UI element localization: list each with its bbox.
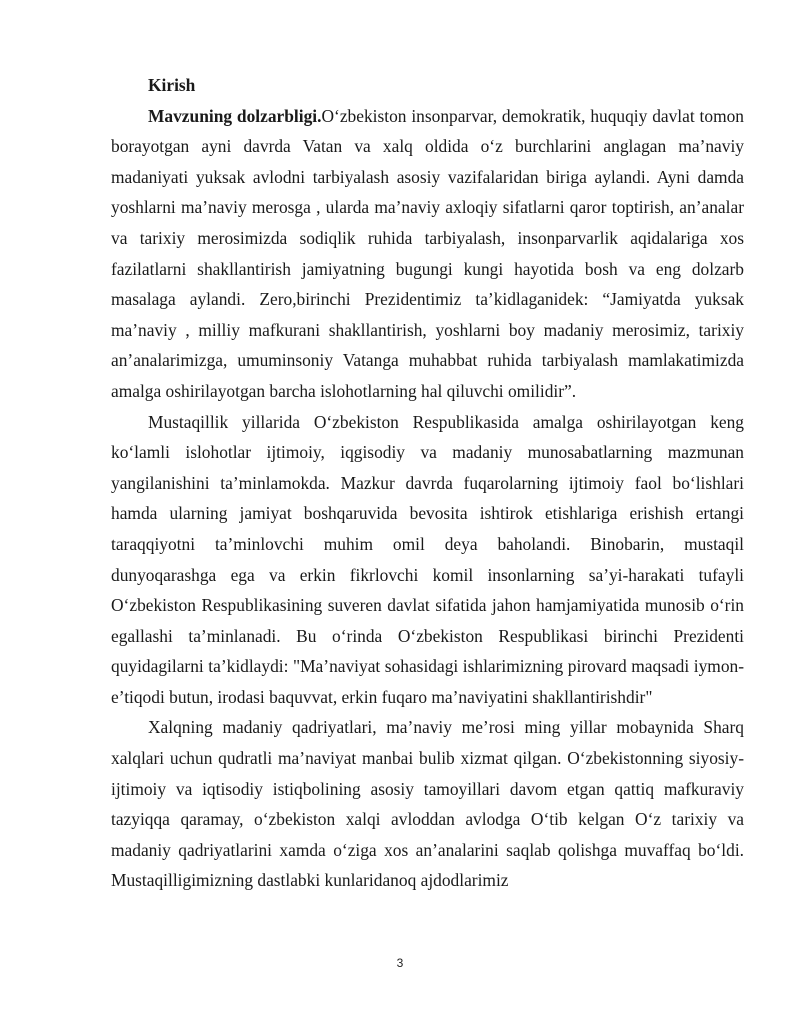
paragraph-relevance [111,101,744,407]
paragraph-values [111,712,744,896]
page-body [111,70,744,896]
paragraph-text: Mustaqillik yillarida O‘zbekiston Respublikasida amalga oshirilayotgan keng ko‘lamli islohotlar ijtimoiy, iqgisodiy va madaniy munosabatlarning mazmunan yangilanishini ta’minlamokda. Mazkur davrda fuqarolarning ijtimoiy faol bo‘lishlari hamda ularning jamiyat boshqaruvida bevosita ishtirok etishlariga erishish ertangi taraqqiyotni ta’minlovchi muhim omil deya baholandi. Binobarin, mustaqil dunyoqarashga ega va erkin fikrlovchi komil insonlarning sa’yi-harakati tufayli O‘zbekiston Respublikasining suveren davlat sifatida jahon hamjamiyatida munosib o‘rin egallashi ta’minlanadi. Bu o‘rinda O‘zbekiston Respublikasi birinchi Prezidenti quyidagilarni ta’kidlaydi: "Ma’naviyat sohasidagi ishlarimizning pirovard maqsadi iymon- e’tiqodi butun, irodasi baquvvat, erkin fuqaro ma’naviyatini shakllantirishdir" [111,411,744,707]
paragraph-independence [111,407,744,713]
paragraph-lead-title: Mavzuning dolzarbligi. [148,105,322,126]
paragraph-text: Xalqning madaniy qadriyatlari, ma’naviy me’rosi ming yillar mobaynida Sharq xalqlari uchun qudratli ma’naviyat manbai bulib xizmat qilgan. O‘zbekistonning siyosiy- ijtimoiy va iqtisodiy istiqbolining asosiy tamoyillari davom etgan qattiq mafkuraviy tazyiqqa qaramay, o‘zbekiston xalqi avloddan avlodga O‘tib kelgan O‘z tarixiy va madaniy qadriyatlarini xamda o‘ziga xos an’analarini saqlab qolishga muvaffaq bo‘ldi. Mustaqilligimizning dastlabki kunlaridanoq ajdodlarimiz [111,717,744,891]
paragraph-text: O‘zbekiston insonparvar, demokratik, huquqiy davlat tomon borayotgan ayni davrda Vatan va xalq oldida o‘z burchlarini anglagan ma’naviy madaniyati yuksak avlodni tarbiyalash asosiy vazifalaridan biriga aylandi. Ayni damda yoshlarni ma’naviy merosga , ularda ma’naviy axloqiy sifatlarni qaror toptirish, an’analar va tarixiy merosimizda sodiqlik ruhida tarbiyalash, insonparvarlik aqidalariga xos fazilatlarni shakllantirish jamiyatning bugungi kungi hayotida bosh va eng dolzarb masalaga aylandi. Zero,birinchi Prezidentimiz ta’kidlaganidek: “Jamiyatda yuksak ma’naviy , milliy mafkurani shakllantirish, yoshlarni boy madaniy merosimiz, tarixiy an’analarimizga, umuminsoniy Vatanga muhabbat ruhida tarbiyalash mamlakatimizda amalga oshirilayotgan barcha islohotlarning hal qiluvchi omilidir”. [111,105,744,401]
section-heading: Kirish [148,75,196,95]
page-number: 3 [396,956,404,970]
